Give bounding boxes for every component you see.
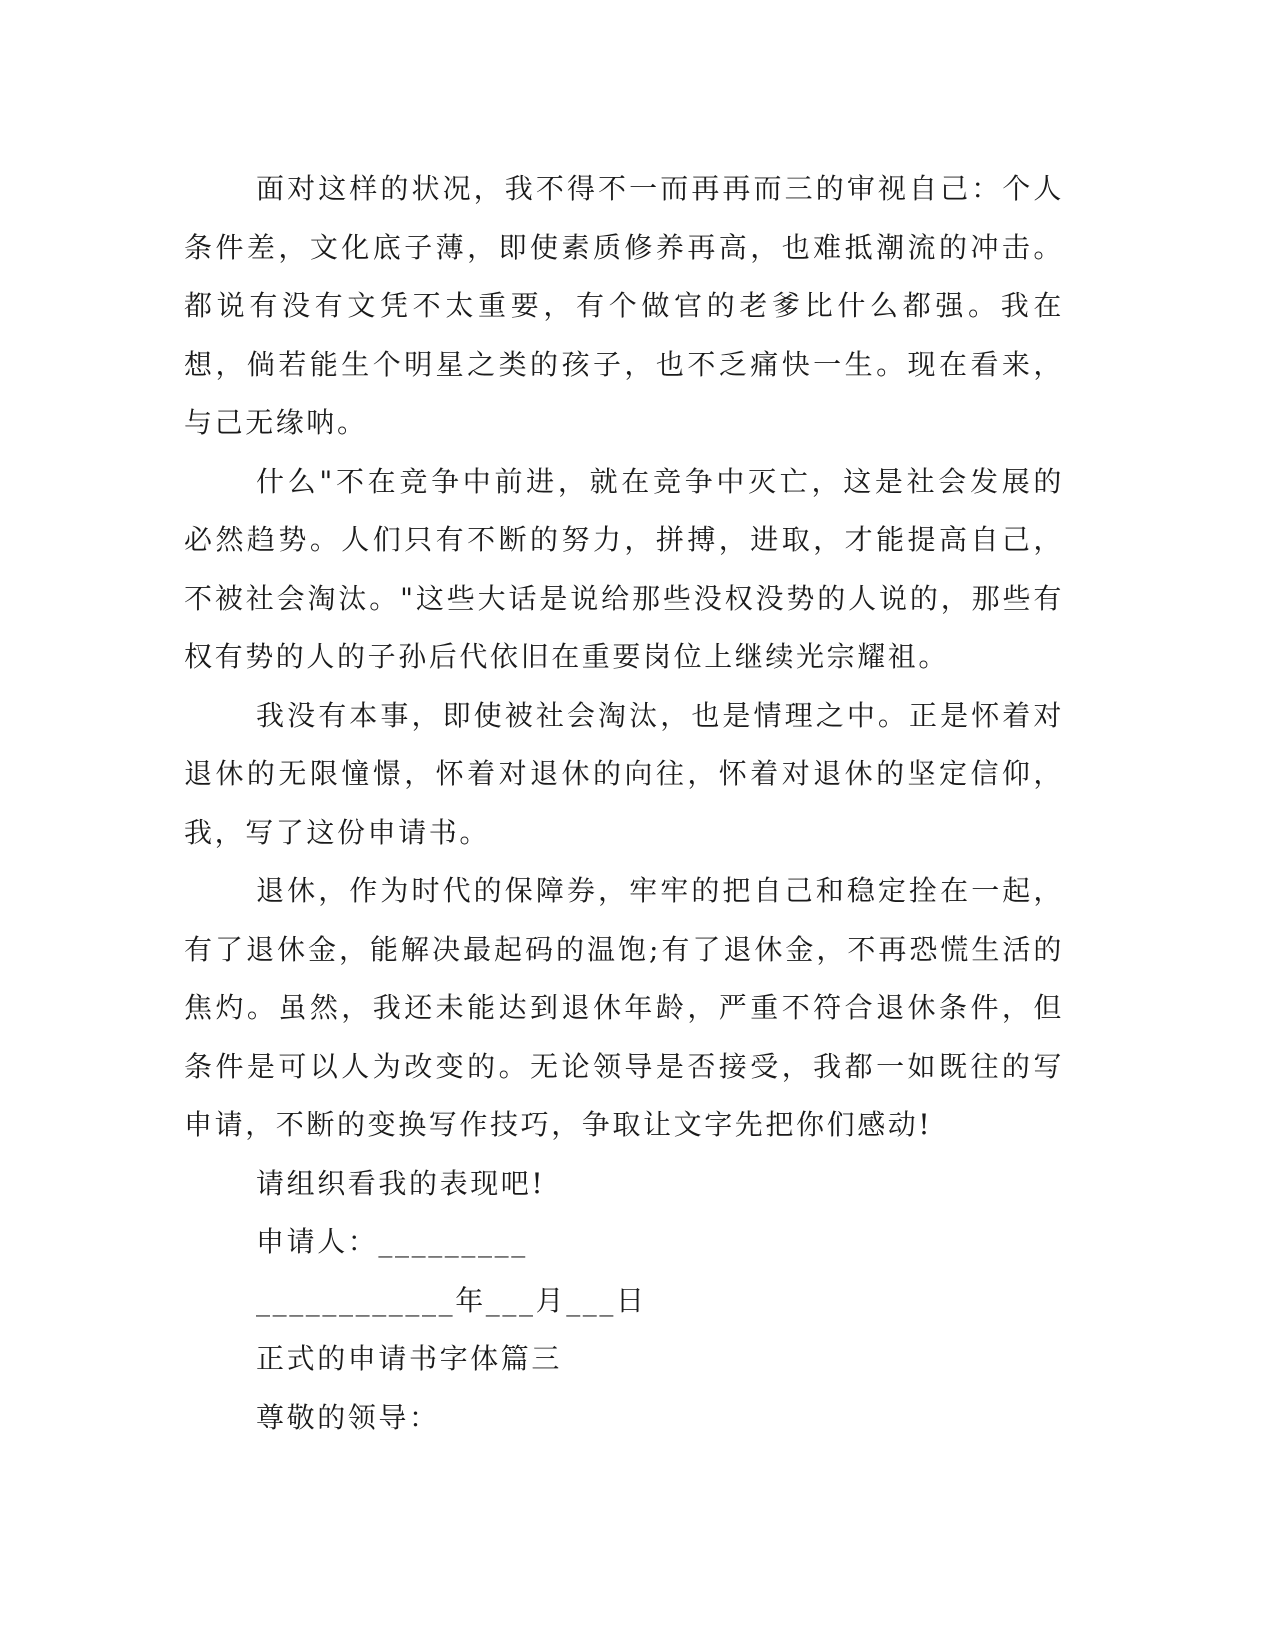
- closing-line: 请组织看我的表现吧!: [256, 1166, 546, 1200]
- paragraph-3: 我没有本事，即使被社会淘汰，也是情理之中。正是怀着对退休的无限憧憬，怀着对退休的向往，怀着对退休的坚定信仰，我，写了这份申请书。: [184, 698, 1064, 849]
- paragraph-4: 退休，作为时代的保障券，牢牢的把自己和稳定拴在一起，有了退休金，能解决最起码的温饱;有了退休金，不再恐慌生活的焦灼。虽然，我还未能达到退休年龄，严重不符合退休条件，但条件是可以人为改变的。无论领导是否接受，我都一如既往的写申请，不断的变换写作技巧，争取让文字先把你们感动!: [184, 874, 1064, 1141]
- document-body: [184, 160, 1064, 1447]
- paragraph-2: 什么"不在竞争中前进，就在竞争中灭亡，这是社会发展的必然趋势。人们只有不断的努力，拼搏，进取，才能提高自己，不被社会淘汰。"这些大话是说给那些没权没势的人说的，那些有权有势的人的子孙后代依旧在重要岗位上继续光宗耀祖。: [184, 464, 1064, 673]
- section-title: 正式的申请书字体篇三: [256, 1342, 563, 1375]
- paragraph-1: 面对这样的状况，我不得不一而再再而三的审视自己：个人条件差，文化底子薄，即使素质修养再高，也难抵潮流的冲击。都说有没有文凭不太重要，有个做官的老爹比什么都强。我在想，倘若能生个明星之类的孩子，也不乏痛快一生。现在看来，与己无缘呐。: [184, 172, 1064, 439]
- date-line: ____________年___月___日: [256, 1283, 647, 1317]
- applicant-signature-line: 申请人：_________: [256, 1225, 528, 1258]
- salutation: 尊敬的领导：: [256, 1400, 440, 1434]
